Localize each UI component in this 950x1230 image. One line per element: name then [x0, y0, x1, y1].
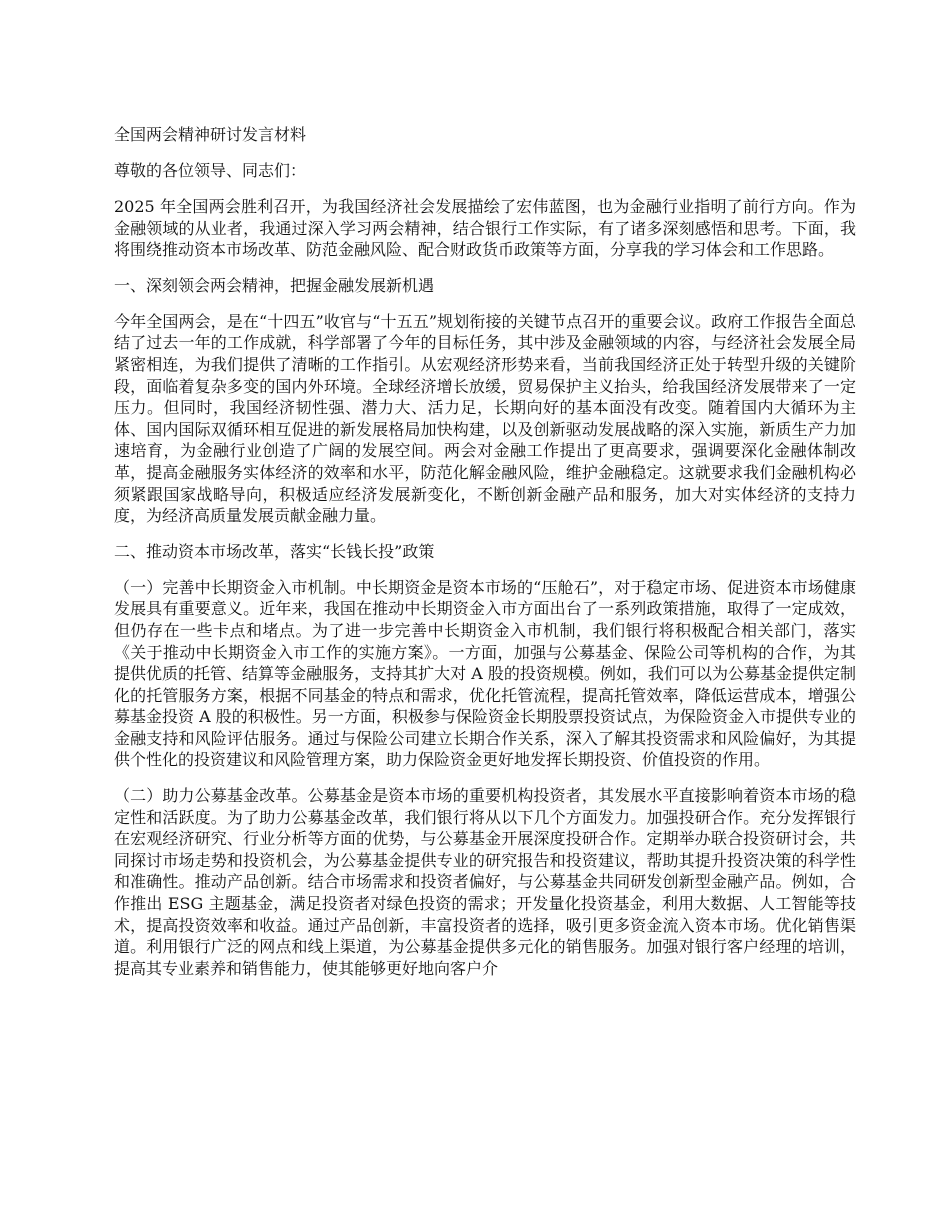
document-page — [114, 124, 856, 993]
section-1-paragraph: 今年全国两会，是在“十四五”收官与“十五五”规划衔接的关键节点召开的重要会议。政府工作报告全面总结了过去一年的工作成就，科学部署了今年的目标任务，其中涉及金融领域的内容，与经济社会发展全局紧密相连，为我们提供了清晰的工作指引。从宏观经济形势来看，当前我国经济正处于转型升级的关键阶段，面临着复杂多变的国内外环境。全球经济增长放缓，贸易保护主义抬头，给我国经济发展带来了一定压力。但同时，我国经济韧性强、潜力大、活力足，长期向好的基本面没有改变。随着国内大循环为主体、国内国际双循环相互促进的新发展格局加快构建，以及创新驱动发展战略的深入实施，新质生产力加速培育，为金融行业创造了广阔的发展空间。两会对金融工作提出了更高要求，强调要深化金融体制改革，提高金融服务实体经济的效率和水平，防范化解金融风险，维护金融稳定。这就要求我们金融机构必须紧跟国家战略导向，积极适应经济发展新变化，不断创新金融产品和服务，加大对实体经济的支持力度，为经济高质量发展贡献金融力量。 — [114, 311, 856, 526]
section-2-paragraph-2: （二）助力公募基金改革。公募基金是资本市场的重要机构投资者，其发展水平直接影响着资本市场的稳定性和活跃度。为了助力公募基金改革，我们银行将从以下几个方面发力。加强投研合作。充分发挥银行在宏观经济研究、行业分析等方面的优势，与公募基金开展深度投研合作。定期举办联合投资研讨会，共同探讨市场走势和投资机会，为公募基金提供专业的研究报告和投资建议，帮助其提升投资决策的科学性和准确性。推动产品创新。结合市场需求和投资者偏好，与公募基金共同研发创新型金融产品。例如，合作推出 ESG 主题基金，满足投资者对绿色投资的需求；开发量化投资基金，利用大数据、人工智能等技术，提高投资效率和收益。通过产品创新，丰富投资者的选择，吸引更多资金流入资本市场。优化销售渠道。利用银行广泛的网点和线上渠道，为公募基金提供多元化的销售服务。加强对银行客户经理的培训，提高其专业素养和销售能力，使其能够更好地向客户介 — [114, 786, 856, 978]
section-2-heading: 二、推动资本市场改革，落实“长钱长投”政策 — [114, 541, 435, 561]
salutation: 尊敬的各位领导、同志们： — [114, 161, 307, 180]
intro-paragraph: 2025 年全国两会胜利召开，为我国经济社会发展描绘了宏伟蓝图，也为金融行业指明了前行方向。作为金融领域的从业者，我通过深入学习两会精神，结合银行工作实际，有了诸多深刻感悟和思考。下面，我将围绕推动资本市场改革、防范金融风险、配合财政货币政策等方面，分享我的学习体会和工作思路。 — [114, 197, 856, 260]
document-title: 全国两会精神研讨发言材料 — [114, 125, 307, 144]
section-2-paragraph-1: （一）完善中长期资金入市机制。中长期资金是资本市场的“压舱石”，对于稳定市场、促进资本市场健康发展具有重要意义。近年来，我国在推动中长期资金入市方面出台了一系列政策措施，取得了一定成效，但仍存在一些卡点和堵点。为了进一步完善中长期资金入市机制，我们银行将积极配合相关部门，落实《关于推动中长期资金入市工作的实施方案》。一方面，加强与公募基金、保险公司等机构的合作，为其提供优质的托管、结算等金融服务，支持其扩大对 A 股的投资规模。例如，我们可以为公募基金提供定制化的托管服务方案，根据不同基金的特点和需求，优化托管流程，提高托管效率，降低运营成本，增强公募基金投资 A 股的积极性。另一方面，积极参与保险资金长期股票投资试点，为保险资金入市提供专业的金融支持和风险评估服务。通过与保险公司建立长期合作关系，深入了解其投资需求和风险偏好，为其提供个性化的投资建议和风险管理方案，助力保险资金更好地发挥长期投资、价值投资的作用。 — [114, 577, 856, 770]
section-1-heading: 一、深刻领会两会精神，把握金融发展新机遇 — [114, 275, 435, 295]
